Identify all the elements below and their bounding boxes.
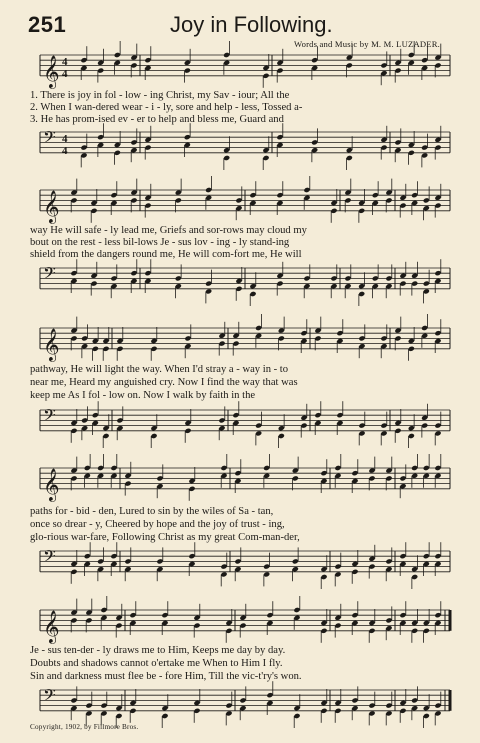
lyrics-system-3-verse-3: keep me As I fol - low on. Now I walk by faith in the — [30, 390, 256, 401]
lyrics-system-1-verse-3: 3. He has prom-ised ev - er to help and bless me, Guard and — [30, 114, 284, 125]
lyrics-system-4-verse-3: glo-rious war-fare, Following Christ as my great Com-man-der, — [30, 532, 300, 543]
lyrics-system-4-verse-2: once so drear - y, Cheered by hope and the joy of trust - ing, — [30, 519, 285, 530]
svg-text:𝄞: 𝄞 — [43, 54, 60, 88]
svg-text:𝄢: 𝄢 — [43, 263, 56, 287]
svg-text:𝄢: 𝄢 — [43, 685, 56, 709]
lyrics-system-2-verse-1: way He will safe - ly lead me, Griefs and sor-rows may cloud my — [30, 225, 307, 236]
lyrics-system-4-verse-1: paths for - bid - den, Lured to sin by the wiles of Sa - tan, — [30, 506, 274, 517]
svg-text:𝄞: 𝄞 — [43, 467, 60, 501]
lyrics-system-2-verse-2: bout on the rest - less bil-lows Je - sus lov - ing - ly stand-ing — [30, 237, 290, 248]
svg-text:𝄞: 𝄞 — [43, 189, 60, 223]
svg-text:4: 4 — [62, 133, 68, 145]
composer-credit: Words and Music by M. M. LUZADER. — [293, 39, 440, 49]
lyrics-system-5-verse-2: Doubts and shadows cannot o'ertake me When to Him I fly. — [30, 658, 283, 669]
lyrics-system-1-verse-1: 1. There is joy in fol - low - ing Christ, my Sav - iour; All the — [30, 90, 290, 101]
lyrics-system-3-verse-2: near me, Heard my anguished cry. Now I find the way that was — [30, 377, 298, 388]
copyright-notice: Copyright, 1902, by Fillmore Bros. — [30, 723, 139, 731]
lyrics-system-3-verse-1: pathway, He will light the way. When I'd stray a - way in - to — [30, 364, 289, 375]
hymn-number: 251 — [28, 12, 67, 37]
svg-text:𝄢: 𝄢 — [43, 546, 56, 570]
lyrics-system-5-verse-3: Sin and darkness must flee be - fore Him, Till the vic-t'ry's won. — [30, 671, 302, 682]
svg-text:4: 4 — [62, 67, 68, 80]
svg-text:𝄞: 𝄞 — [43, 327, 60, 361]
lyrics-system-2-verse-3: shield from the dangers round me, He will com-fort me, He will — [30, 249, 302, 260]
hymn-title: Joy in Following. — [170, 12, 333, 37]
svg-text:4: 4 — [62, 56, 68, 68]
svg-text:𝄢: 𝄢 — [43, 405, 56, 429]
svg-text:4: 4 — [62, 144, 68, 157]
svg-text:𝄞: 𝄞 — [43, 609, 60, 643]
lyrics-system-1-verse-2: 2. When I wan-dered wear - i - ly, sore and help - less, Tossed a- — [30, 102, 303, 113]
svg-text:𝄢: 𝄢 — [43, 127, 56, 151]
lyrics-system-5-verse-1: Je - sus ten-der - ly draws me to Him, Keeps me day by day. — [30, 645, 286, 656]
